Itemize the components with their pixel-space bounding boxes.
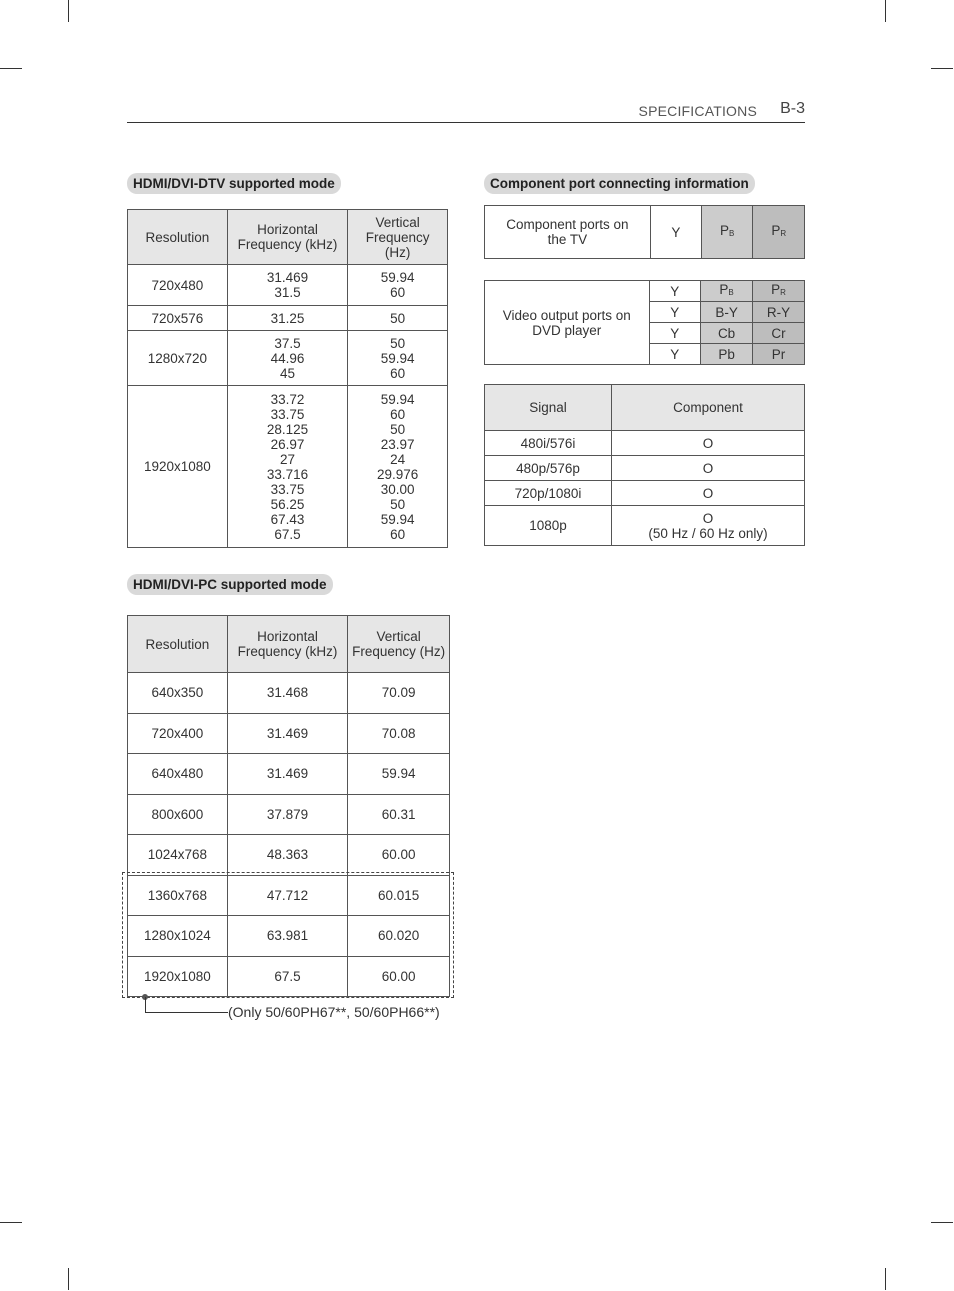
value-line: 31.5 <box>274 285 301 300</box>
vertical-frequency-cell: 60.020 <box>348 916 450 957</box>
value-line: 37.5 <box>274 335 301 351</box>
vertical-frequency-cell: 70.08 <box>348 713 450 754</box>
crop-mark <box>0 1222 22 1223</box>
value-line: 33.72 <box>270 391 305 407</box>
table-row <box>128 265 448 306</box>
table-row <box>128 331 448 386</box>
crop-mark <box>931 1222 953 1223</box>
horizontal-frequency-cell: 67.5 <box>227 956 348 997</box>
vertical-frequency-cell <box>348 306 448 331</box>
value-line: 60 <box>390 406 406 422</box>
port-y: Y <box>649 281 701 302</box>
resolution-cell: 1280x720 <box>128 331 228 386</box>
value-line: 23.97 <box>380 436 415 452</box>
value-line: 50 <box>390 335 406 351</box>
table-row <box>128 754 450 795</box>
port-y: Y <box>649 344 701 365</box>
component-support-cell <box>612 431 805 456</box>
horizontal-frequency-cell <box>227 386 348 548</box>
callout-line <box>145 997 146 1012</box>
signal-table <box>484 384 805 546</box>
value-line: 29.976 <box>376 466 419 482</box>
port-pr: R-Y <box>753 302 805 323</box>
value-line: 33.716 <box>266 466 309 482</box>
model-note: (Only 50/60PH67**, 50/60PH66**) <box>228 1004 440 1020</box>
page-number: B-3 <box>780 100 805 117</box>
column-header: Resolution <box>128 616 228 673</box>
value-line: O <box>702 485 714 501</box>
value-line: 59.94 <box>380 350 415 366</box>
page-header <box>127 98 805 123</box>
dtv-mode-title: HDMI/DVI-DTV supported mode <box>127 173 341 194</box>
port-pb: Pb <box>701 344 753 365</box>
value-line: 33.75 <box>270 406 305 422</box>
port-pr: PR <box>753 206 805 259</box>
vertical-frequency-cell: 70.09 <box>348 673 450 714</box>
column-header: Component <box>612 385 805 431</box>
value-line: 59.94 <box>380 511 415 527</box>
vertical-frequency-cell: 59.94 <box>348 754 450 795</box>
resolution-cell: 1920x1080 <box>128 956 228 997</box>
signal-cell: 480p/576p <box>485 456 612 481</box>
vertical-frequency-cell: 60.00 <box>348 835 450 876</box>
port-y: Y <box>650 206 701 259</box>
vertical-frequency-cell <box>348 331 448 386</box>
value-line: 50 <box>390 310 406 326</box>
resolution-cell: 640x480 <box>128 754 228 795</box>
vertical-frequency-cell <box>348 386 448 548</box>
pc-mode-title: HDMI/DVI-PC supported mode <box>127 574 333 595</box>
value-line: 31.25 <box>270 310 305 326</box>
horizontal-frequency-cell <box>227 331 348 386</box>
resolution-cell: 1024x768 <box>128 835 228 876</box>
resolution-cell: 800x600 <box>128 794 228 835</box>
value-line: 59.94 <box>380 391 415 407</box>
value-line: (50 Hz / 60 Hz only) <box>648 525 768 541</box>
table-row <box>485 431 805 456</box>
value-line: 45 <box>279 365 296 381</box>
component-title: Component port connecting information <box>484 173 755 194</box>
column-header: Resolution <box>128 210 228 265</box>
table-row <box>128 386 448 548</box>
value-line: 60 <box>390 285 406 300</box>
port-y: Y <box>649 323 701 344</box>
table-row <box>128 794 450 835</box>
value-line: 60 <box>390 365 406 381</box>
value-line: 56.25 <box>270 496 305 512</box>
value-line: 67.43 <box>270 511 305 527</box>
column-header: Signal <box>485 385 612 431</box>
value-line: 50 <box>390 496 406 512</box>
crop-mark <box>68 0 69 22</box>
horizontal-frequency-cell: 63.981 <box>227 916 348 957</box>
resolution-cell: 640x350 <box>128 673 228 714</box>
horizontal-frequency-cell: 31.468 <box>227 673 348 714</box>
table-row <box>485 481 805 506</box>
value-line: 50 <box>390 421 406 437</box>
resolution-cell: 720x400 <box>128 713 228 754</box>
table-row <box>485 506 805 546</box>
horizontal-frequency-cell: 37.879 <box>227 794 348 835</box>
signal-cell: 1080p <box>485 506 612 546</box>
section-label: SPECIFICATIONS <box>638 103 757 119</box>
callout-line <box>145 1012 228 1013</box>
value-line: 26.97 <box>270 436 305 452</box>
model-specific-highlight <box>122 872 454 998</box>
horizontal-frequency-cell <box>227 306 348 331</box>
crop-mark <box>931 68 953 69</box>
horizontal-frequency-cell: 31.469 <box>227 713 348 754</box>
value-line: O <box>702 510 714 526</box>
column-header: Horizontal Frequency (kHz) <box>227 616 348 673</box>
port-y: Y <box>649 302 701 323</box>
resolution-cell: 720x480 <box>128 265 228 306</box>
crop-mark <box>0 68 22 69</box>
table-row <box>128 306 448 331</box>
vertical-frequency-cell <box>348 265 448 306</box>
horizontal-frequency-cell: 31.469 <box>227 754 348 795</box>
signal-cell: 480i/576i <box>485 431 612 456</box>
horizontal-frequency-cell: 47.712 <box>227 875 348 916</box>
value-line: 24 <box>390 451 406 467</box>
dvd-ports-label: Video output ports on DVD player <box>485 281 650 365</box>
signal-rows <box>485 431 805 546</box>
crop-mark <box>885 1268 886 1290</box>
value-line: O <box>702 435 714 451</box>
dvd-rows <box>485 281 805 365</box>
vertical-frequency-cell: 60.31 <box>348 794 450 835</box>
crop-mark <box>885 0 886 22</box>
value-line: 33.75 <box>270 481 305 497</box>
port-pb: PB <box>701 281 753 302</box>
signal-cell: 720p/1080i <box>485 481 612 506</box>
value-line: 28.125 <box>266 421 309 437</box>
port-pb: PB <box>701 206 753 259</box>
column-header: Vertical Frequency (Hz) <box>348 210 448 265</box>
dvd-ports-table <box>484 280 805 365</box>
component-support-cell <box>612 481 805 506</box>
resolution-cell: 1280x1024 <box>128 916 228 957</box>
value-line: O <box>702 460 714 476</box>
table-row <box>128 713 450 754</box>
value-line: 31.469 <box>266 270 309 285</box>
value-line: 60 <box>390 526 406 542</box>
port-pr: PR <box>753 281 805 302</box>
crop-mark <box>68 1268 69 1290</box>
dtv-rows <box>128 265 448 548</box>
column-header: Horizontal Frequency (kHz) <box>227 210 348 265</box>
vertical-frequency-cell: 60.00 <box>348 956 450 997</box>
resolution-cell: 720x576 <box>128 306 228 331</box>
table-row <box>485 281 805 302</box>
value-line: 27 <box>279 451 296 467</box>
port-pr: Cr <box>753 323 805 344</box>
table-row <box>128 835 450 876</box>
port-pr: Pr <box>753 344 805 365</box>
component-support-cell <box>612 456 805 481</box>
port-pb: B-Y <box>701 302 753 323</box>
value-line: 59.94 <box>380 270 415 285</box>
horizontal-frequency-cell: 48.363 <box>227 835 348 876</box>
table-row <box>485 456 805 481</box>
column-header: Vertical Frequency (Hz) <box>348 616 450 673</box>
resolution-cell: 1360x768 <box>128 875 228 916</box>
resolution-cell: 1920x1080 <box>128 386 228 548</box>
dtv-mode-table <box>127 209 448 548</box>
value-line: 44.96 <box>270 350 305 366</box>
component-support-cell <box>612 506 805 546</box>
port-pb: Cb <box>701 323 753 344</box>
value-line: 30.00 <box>380 481 415 497</box>
horizontal-frequency-cell <box>227 265 348 306</box>
table-row <box>128 673 450 714</box>
tv-ports-table <box>484 205 805 259</box>
vertical-frequency-cell: 60.015 <box>348 875 450 916</box>
tv-ports-label: Component ports on the TV <box>485 206 651 259</box>
value-line: 67.5 <box>274 526 301 542</box>
